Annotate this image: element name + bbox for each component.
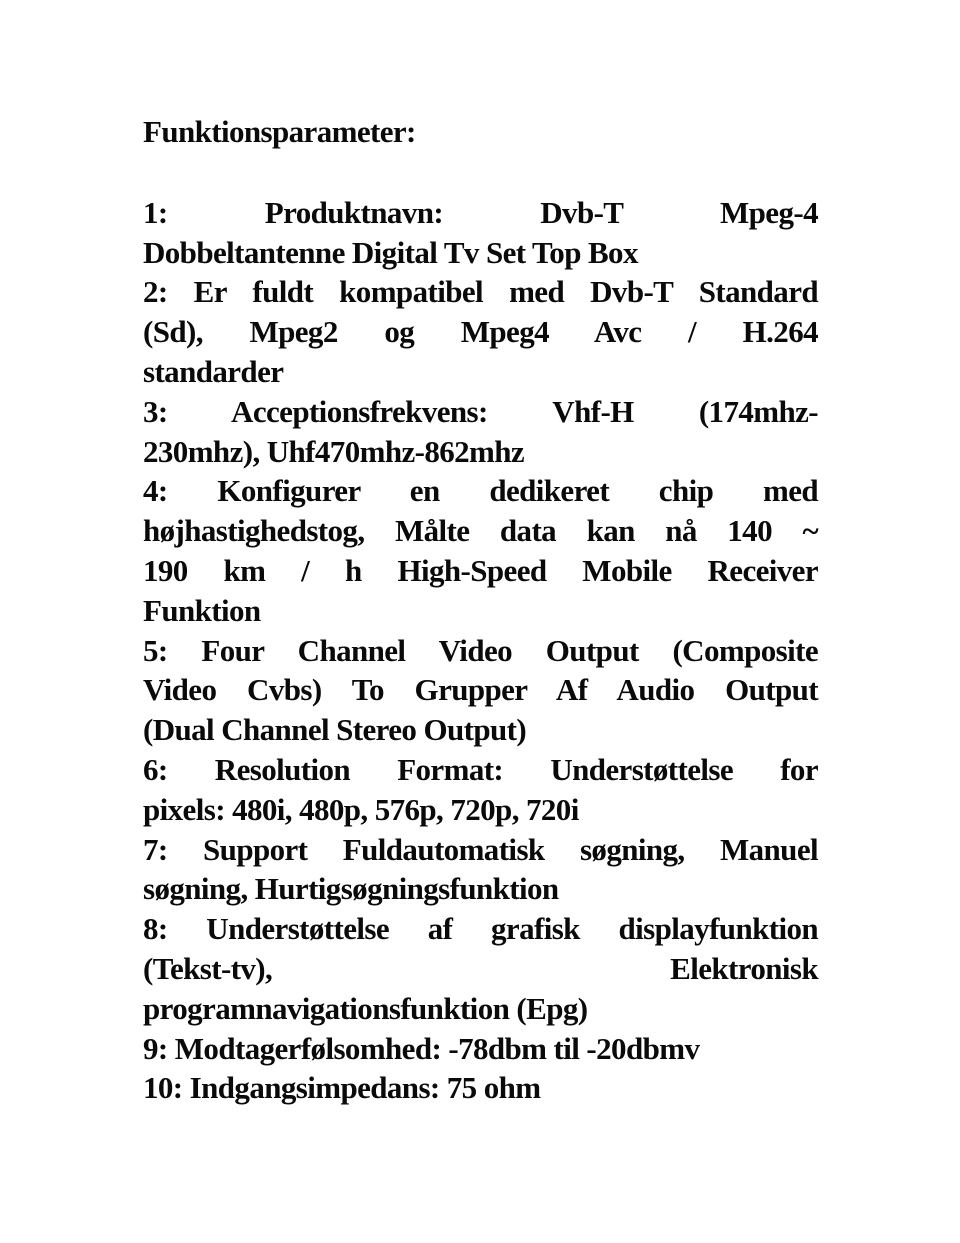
document-title: Funktionsparameter: xyxy=(143,114,416,149)
item-line: programnavigationsfunktion (Epg) xyxy=(143,990,588,1026)
item-line: 190 km / h High-Speed Mobile Receiver xyxy=(143,552,818,588)
item-line: pixels: 480i, 480p, 576p, 720p, 720i xyxy=(143,791,579,827)
item-line: 3: Acceptionsfrekvens: Vhf-H (174mhz- xyxy=(143,393,818,429)
item-line: 230mhz), Uhf470mhz-862mhz xyxy=(143,433,525,469)
item-line: 4: Konfigurer en dedikeret chip med xyxy=(143,473,818,509)
item-line: 5: Four Channel Video Output (Composite xyxy=(143,632,818,668)
item-line: (Tekst-tv), Elektronisk xyxy=(143,950,818,986)
item-line: (Dual Channel Stereo Output) xyxy=(143,712,527,748)
parameter-item-2 xyxy=(143,272,818,391)
parameter-item-7 xyxy=(143,830,818,910)
item-line: søgning, Hurtigsøgningsfunktion xyxy=(143,871,559,907)
item-line: 7: Support Fuldautomatisk søgning, Manuel xyxy=(143,831,818,867)
item-line: Funktion xyxy=(143,592,261,628)
item-line: højhastighedstog, Målte data kan nå 140 ~ xyxy=(143,513,818,549)
parameter-item-8 xyxy=(143,909,818,1028)
item-line: (Sd), Mpeg2 og Mpeg4 Avc / H.264 xyxy=(143,314,818,350)
item-line: standarder xyxy=(143,353,284,389)
item-line: 1: Produktnavn: Dvb-T Mpeg-4 xyxy=(143,194,818,230)
parameter-item-5 xyxy=(143,631,818,750)
item-line: 6: Resolution Format: Understøttelse for xyxy=(143,751,818,787)
item-line: 10: Indgangsimpedans: 75 ohm xyxy=(143,1070,541,1106)
parameter-item-9 xyxy=(143,1029,818,1069)
item-line: 2: Er fuldt kompatibel med Dvb-T Standard xyxy=(143,274,818,310)
parameter-item-1 xyxy=(143,193,818,273)
item-line: 8: Understøttelse af grafisk displayfunktion xyxy=(143,911,818,947)
parameter-item-10 xyxy=(143,1068,818,1108)
parameter-item-4 xyxy=(143,471,818,630)
parameter-item-6 xyxy=(143,750,818,830)
item-line: 9: Modtagerfølsomhed: -78dbm til -20dbmv xyxy=(143,1030,700,1066)
document-page xyxy=(143,112,818,1108)
item-line: Video Cvbs) To Grupper Af Audio Output xyxy=(143,672,818,708)
parameter-item-3 xyxy=(143,392,818,472)
item-line: Dobbeltantenne Digital Tv Set Top Box xyxy=(143,234,638,270)
